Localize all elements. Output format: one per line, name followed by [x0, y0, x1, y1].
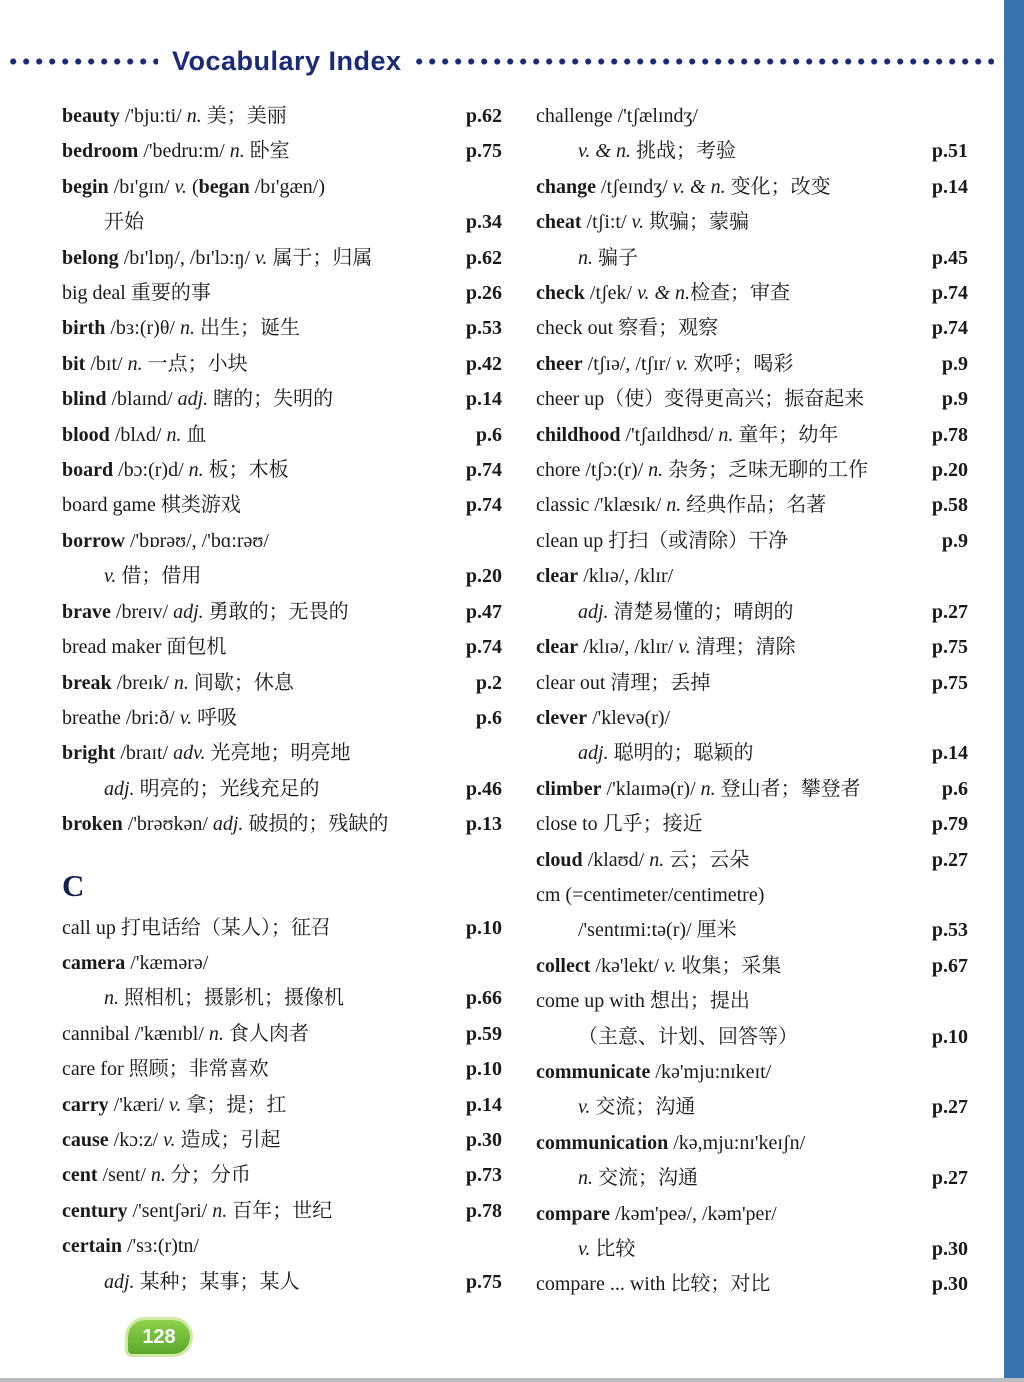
- vocab-entry: [62, 630, 502, 665]
- entry-text: beauty /'bju:ti/ n. 美；美丽: [62, 105, 287, 127]
- entry-line: [536, 1197, 968, 1232]
- entry-line: [536, 347, 968, 382]
- entry-line: [62, 418, 502, 453]
- entry-line: [536, 559, 968, 594]
- vocab-entry: [536, 1055, 968, 1126]
- entry-line: [536, 382, 968, 417]
- entry-line: [536, 913, 968, 948]
- entry-text: board game 棋类游戏: [62, 494, 241, 517]
- entry-text: 开始: [104, 211, 144, 234]
- vocab-entry: [536, 170, 968, 205]
- entry-line: [536, 701, 968, 736]
- entry-line: [536, 170, 968, 205]
- entry-line: [62, 1017, 502, 1052]
- vocab-entry: [536, 99, 968, 170]
- entry-line: [62, 946, 502, 981]
- page-ref: p.62: [465, 105, 502, 127]
- entry-text: communicate /kə'mju:nɪkeɪt/: [536, 1060, 772, 1083]
- entry-text: belong /bɪ'lɒŋ/, /bɪ'lɔ:ŋ/ v. 属于；归属: [62, 246, 373, 269]
- page-ref: p.6: [475, 706, 502, 729]
- page-ref: p.10: [465, 916, 502, 939]
- entry-text: climber /'klaɪmə(r)/ n. 登山者；攀登者: [536, 777, 861, 800]
- page-number-badge: 128: [128, 1320, 190, 1354]
- page-ref: p.45: [931, 246, 968, 269]
- entry-line: [62, 347, 502, 382]
- page-ref: p.51: [931, 140, 968, 163]
- entry-text: classic /'klæsɪk/ n. 经典作品；名著: [536, 494, 827, 517]
- entry-line: [62, 276, 502, 311]
- entry-text: cm (=centimeter/centimetre): [536, 883, 765, 906]
- entry-line: [62, 382, 502, 417]
- entry-text: chore /tʃɔ:(r)/ n. 杂务；乏味无聊的工作: [536, 459, 869, 482]
- entry-line: [62, 1088, 502, 1123]
- entry-text: /'sentɪmi:tə(r)/ 厘米: [578, 919, 737, 942]
- entry-text: call up 打电话给（某人）；征召: [62, 916, 331, 939]
- entry-line: [536, 1267, 968, 1302]
- entry-line: [62, 1123, 502, 1158]
- dotted-rule-right: [416, 58, 994, 65]
- entry-line: [62, 807, 502, 842]
- page-ref: p.75: [465, 140, 502, 163]
- page-ref: p.78: [931, 423, 968, 446]
- entry-text: certain /'sɜ:(r)tn/: [62, 1235, 199, 1258]
- entry-line: [536, 843, 968, 878]
- vocab-entry: [536, 984, 968, 1055]
- vocab-entry: [536, 559, 968, 630]
- page-ref: p.74: [465, 494, 502, 517]
- entry-line: [536, 524, 968, 559]
- vocab-entry: [62, 666, 502, 701]
- entry-text: v. 比较: [578, 1238, 636, 1260]
- page-header: [0, 0, 1024, 77]
- entry-line: [62, 772, 502, 807]
- entry-text: cloud /klaʊd/ n. 云；云朵: [536, 848, 750, 871]
- entry-line: [536, 205, 968, 240]
- vocab-entry: [62, 311, 502, 346]
- entry-line: [62, 524, 502, 559]
- page-ref: p.53: [465, 317, 502, 340]
- entry-text: clear /klɪə/, /klɪr/: [536, 565, 674, 588]
- page-ref: p.10: [465, 1058, 502, 1081]
- entry-text: v. & n. 挑战；考验: [578, 140, 736, 163]
- vocab-entry: [62, 134, 502, 169]
- entry-line: [62, 1194, 502, 1229]
- entry-line: [536, 878, 968, 913]
- entry-text: cent /sent/ n. 分；分币: [62, 1164, 251, 1187]
- entry-text: n. 交流；沟通: [578, 1167, 698, 1190]
- page-ref: p.10: [931, 1025, 968, 1048]
- index-column-right: [536, 99, 968, 1303]
- vocab-entry: [536, 878, 968, 949]
- vocab-entry: [62, 1123, 502, 1158]
- entry-line: [62, 1158, 502, 1193]
- vocab-entry: [62, 170, 502, 241]
- entry-text: clear out 清理；丢掉: [536, 671, 711, 694]
- page-ref: p.59: [465, 1022, 502, 1045]
- dotted-rule-left: [10, 58, 158, 65]
- entry-text: cause /kɔ:z/ v. 造成；引起: [62, 1128, 281, 1151]
- entry-line: [62, 666, 502, 701]
- entry-line: [62, 911, 502, 946]
- entry-text: bedroom /'bedru:m/ n. 卧室: [62, 140, 290, 163]
- entry-line: [62, 559, 502, 594]
- entry-text: clever /'klevə(r)/: [536, 706, 671, 729]
- entry-text: check /tʃek/ v. & n.检查；审查: [536, 282, 791, 305]
- page-ref: p.46: [465, 777, 502, 800]
- entry-line: [62, 1265, 502, 1300]
- entry-text: communication /kə,mju:nɪ'keɪʃn/: [536, 1131, 806, 1154]
- entry-text: come up with 想出；提出: [536, 990, 750, 1013]
- page-ref: p.79: [931, 813, 968, 836]
- entry-line: [62, 981, 502, 1016]
- page-ref: p.20: [465, 565, 502, 588]
- page-ref: p.75: [931, 636, 968, 659]
- page-ref: p.6: [475, 423, 502, 446]
- page-ref: p.9: [941, 352, 968, 375]
- entry-text: board /bɔ:(r)d/ n. 板；木板: [62, 459, 289, 482]
- entry-text: check out 察看；观察: [536, 317, 719, 340]
- entry-text: break /breɪk/ n. 间歇；休息: [62, 671, 294, 694]
- vocab-entry: [536, 524, 968, 559]
- vocab-entry: [536, 347, 968, 382]
- page-ref: p.27: [931, 1167, 968, 1190]
- vocab-entry: [536, 843, 968, 878]
- entry-text: borrow /'bɒrəʊ/, /'bɑ:rəʊ/: [62, 529, 269, 552]
- vocab-entry: [62, 99, 502, 134]
- entry-line: [536, 807, 968, 842]
- entry-line: [536, 1055, 968, 1090]
- entry-text: close to 几乎；接近: [536, 813, 703, 836]
- page-ref: p.14: [931, 175, 968, 198]
- entry-text: adj. 聪明的；聪颖的: [578, 742, 754, 765]
- page-ref: p.14: [465, 1093, 502, 1116]
- page-ref: p.74: [931, 282, 968, 305]
- entry-text: bright /braɪt/ adv. 光亮地；明亮地: [62, 742, 351, 765]
- vocab-entry: [62, 946, 502, 1017]
- page-ref: p.9: [941, 388, 968, 411]
- entry-line: [536, 595, 968, 630]
- entry-text: challenge /'tʃælɪndʒ/: [536, 105, 698, 127]
- vocab-entry: [62, 595, 502, 630]
- entry-line: [536, 1126, 968, 1161]
- page-ref: p.74: [931, 317, 968, 340]
- entry-line: [536, 453, 968, 488]
- vocab-entry: [536, 418, 968, 453]
- entry-line: [62, 1052, 502, 1087]
- entry-text: birth /bɜ:(r)θ/ n. 出生；诞生: [62, 317, 300, 340]
- entry-text: big deal 重要的事: [62, 282, 211, 305]
- entry-line: [536, 99, 968, 134]
- entry-line: [62, 701, 502, 736]
- page-ref: p.73: [465, 1164, 502, 1187]
- page-ref: p.20: [931, 459, 968, 482]
- entry-line: [62, 311, 502, 346]
- vocab-entry: [62, 382, 502, 417]
- vocab-entry: [62, 1229, 502, 1300]
- vocab-entry: [536, 630, 968, 665]
- entry-text: change /tʃeɪndʒ/ v. & n. 变化；改变: [536, 175, 831, 198]
- entry-text: cheer up（使）变得更高兴；振奋起来: [536, 388, 865, 411]
- page-ref: p.75: [931, 671, 968, 694]
- vocab-entry: [62, 1052, 502, 1087]
- vocab-entry: [62, 347, 502, 382]
- vocab-entry: [536, 666, 968, 701]
- entry-text: childhood /'tʃaɪldhʊd/ n. 童年；幼年: [536, 423, 839, 446]
- page-ref: p.47: [465, 600, 502, 623]
- vocab-entry: [62, 276, 502, 311]
- page-ref: p.27: [931, 600, 968, 623]
- entry-line: [62, 453, 502, 488]
- vocab-entry: [62, 241, 502, 276]
- page-ref: p.26: [465, 282, 502, 305]
- vocab-entry: [62, 736, 502, 807]
- section-letter: C: [62, 867, 85, 903]
- vocab-entry: [536, 453, 968, 488]
- entry-line: [536, 1232, 968, 1267]
- entry-text: blood /blʌd/ n. 血: [62, 423, 207, 446]
- vocab-entry: [536, 1197, 968, 1268]
- page-ref: p.74: [465, 636, 502, 659]
- page-ref: p.30: [465, 1128, 502, 1151]
- page-ref: p.14: [465, 388, 502, 411]
- entry-line: [62, 630, 502, 665]
- entry-text: bread maker 面包机: [62, 636, 227, 659]
- page-ref: p.30: [931, 1238, 968, 1260]
- entry-line: [536, 488, 968, 523]
- vocab-entry: [62, 701, 502, 736]
- page-ref: p.14: [931, 742, 968, 765]
- entry-line: [62, 205, 502, 240]
- vocab-entry: [536, 1126, 968, 1197]
- vocab-entry: [62, 911, 502, 946]
- entry-text: century /'sentʃəri/ n. 百年；世纪: [62, 1199, 333, 1222]
- entry-text: breathe /bri:ð/ v. 呼吸: [62, 706, 238, 729]
- entry-line: [62, 595, 502, 630]
- entry-line: [536, 418, 968, 453]
- page-ref: p.74: [465, 459, 502, 482]
- entry-text: v. 借；借用: [104, 565, 202, 588]
- vocab-entry: [536, 807, 968, 842]
- entry-text: n. 骗子: [578, 246, 638, 269]
- entry-text: adj. 某种；某事；某人: [104, 1270, 300, 1293]
- entry-text: compare /kəm'peə/, /kəm'per/: [536, 1202, 777, 1225]
- entry-text: cheat /tʃi:t/ v. 欺骗；蒙骗: [536, 211, 749, 234]
- entry-text: collect /kə'lekt/ v. 收集；采集: [536, 954, 782, 977]
- vocab-entry: [536, 488, 968, 523]
- vocab-entry: [536, 772, 968, 807]
- entry-text: cannibal /'kænɪbl/ n. 食人肉者: [62, 1022, 309, 1045]
- entry-line: [62, 134, 502, 169]
- entry-line: [62, 99, 502, 134]
- entry-text: brave /breɪv/ adj. 勇敢的；无畏的: [62, 600, 349, 623]
- entry-line: [536, 772, 968, 807]
- page-ref: p.13: [465, 813, 502, 836]
- vocab-entry: [62, 524, 502, 595]
- page-ref: p.34: [465, 211, 502, 234]
- entry-text: camera /'kæmərə/: [62, 951, 209, 974]
- vocab-entry: [536, 701, 968, 772]
- entry-text: adj. 清楚易懂的；晴朗的: [578, 600, 794, 623]
- entry-line: [536, 666, 968, 701]
- entry-line: [536, 241, 968, 276]
- vocab-entry: [62, 1158, 502, 1193]
- entry-text: adj. 明亮的；光线充足的: [104, 777, 320, 800]
- entry-line: [536, 630, 968, 665]
- vocab-index-body: [0, 77, 1024, 1303]
- entry-line: [536, 736, 968, 771]
- entry-line: [536, 134, 968, 169]
- page-edge-strip: [1004, 0, 1024, 1382]
- vocab-entry: [536, 949, 968, 984]
- index-column-left: [62, 99, 502, 1303]
- vocab-entry: [536, 1267, 968, 1302]
- page-ref: p.9: [941, 529, 968, 552]
- entry-text: （主意、计划、回答等）: [578, 1025, 798, 1048]
- page-ref: p.62: [465, 246, 502, 269]
- vocab-entry: [62, 1194, 502, 1229]
- page-ref: p.58: [931, 494, 968, 517]
- page-ref: p.75: [465, 1270, 502, 1293]
- entry-text: broken /'brəʊkən/ adj. 破损的；残缺的: [62, 813, 389, 836]
- entry-line: [536, 984, 968, 1019]
- entry-text: compare ... with 比较；对比: [536, 1273, 771, 1296]
- entry-line: [536, 276, 968, 311]
- vocab-entry: [62, 418, 502, 453]
- entry-text: clear /klɪə/, /klɪr/ v. 清理；清除: [536, 636, 796, 659]
- page-bottom-rule: [0, 1378, 1024, 1382]
- page-ref: p.27: [931, 1096, 968, 1119]
- entry-text: care for 照顾；非常喜欢: [62, 1058, 269, 1081]
- entry-text: carry /'kæri/ v. 拿；提；扛: [62, 1093, 287, 1116]
- vocab-entry: [536, 382, 968, 417]
- vocab-entry: [62, 1017, 502, 1052]
- entry-text: bit /bɪt/ n. 一点；小块: [62, 352, 248, 375]
- entry-line: [536, 1161, 968, 1196]
- entry-line: [62, 241, 502, 276]
- page-ref: p.78: [465, 1199, 502, 1222]
- page-ref: p.6: [941, 777, 968, 800]
- entry-text: begin /bɪ'gɪn/ v. (began /bɪ'gæn/): [62, 175, 326, 198]
- entry-text: v. 交流；沟通: [578, 1096, 696, 1119]
- vocab-entry: [62, 807, 502, 842]
- entry-text: cheer /tʃɪə/, /tʃɪr/ v. 欢呼；喝彩: [536, 352, 794, 375]
- page-ref: p.2: [475, 671, 502, 694]
- entry-line: [536, 1090, 968, 1125]
- entry-line: [62, 736, 502, 771]
- vocab-entry: [536, 276, 968, 311]
- vocab-entry: [62, 1088, 502, 1123]
- page-ref: p.27: [931, 848, 968, 871]
- entry-text: blind /blaɪnd/ adj. 瞎的；失明的: [62, 388, 334, 411]
- entry-line: [62, 170, 502, 205]
- entry-line: [536, 949, 968, 984]
- vocab-entry: [62, 453, 502, 488]
- entry-line: [536, 1020, 968, 1055]
- page-ref: p.42: [465, 352, 502, 375]
- entry-line: [62, 488, 502, 523]
- vocab-entry: [536, 311, 968, 346]
- vocab-entry: [62, 488, 502, 523]
- entry-text: n. 照相机；摄影机；摄像机: [104, 987, 344, 1010]
- page-ref: p.66: [465, 987, 502, 1010]
- entry-line: [62, 1229, 502, 1264]
- entry-line: [536, 311, 968, 346]
- page-ref: p.30: [931, 1273, 968, 1296]
- vocab-entry: [536, 205, 968, 276]
- page-title: Vocabulary Index: [172, 46, 402, 76]
- page-ref: p.67: [931, 954, 968, 977]
- entry-text: clean up 打扫（或清除）干净: [536, 529, 789, 552]
- page-ref: p.53: [931, 919, 968, 942]
